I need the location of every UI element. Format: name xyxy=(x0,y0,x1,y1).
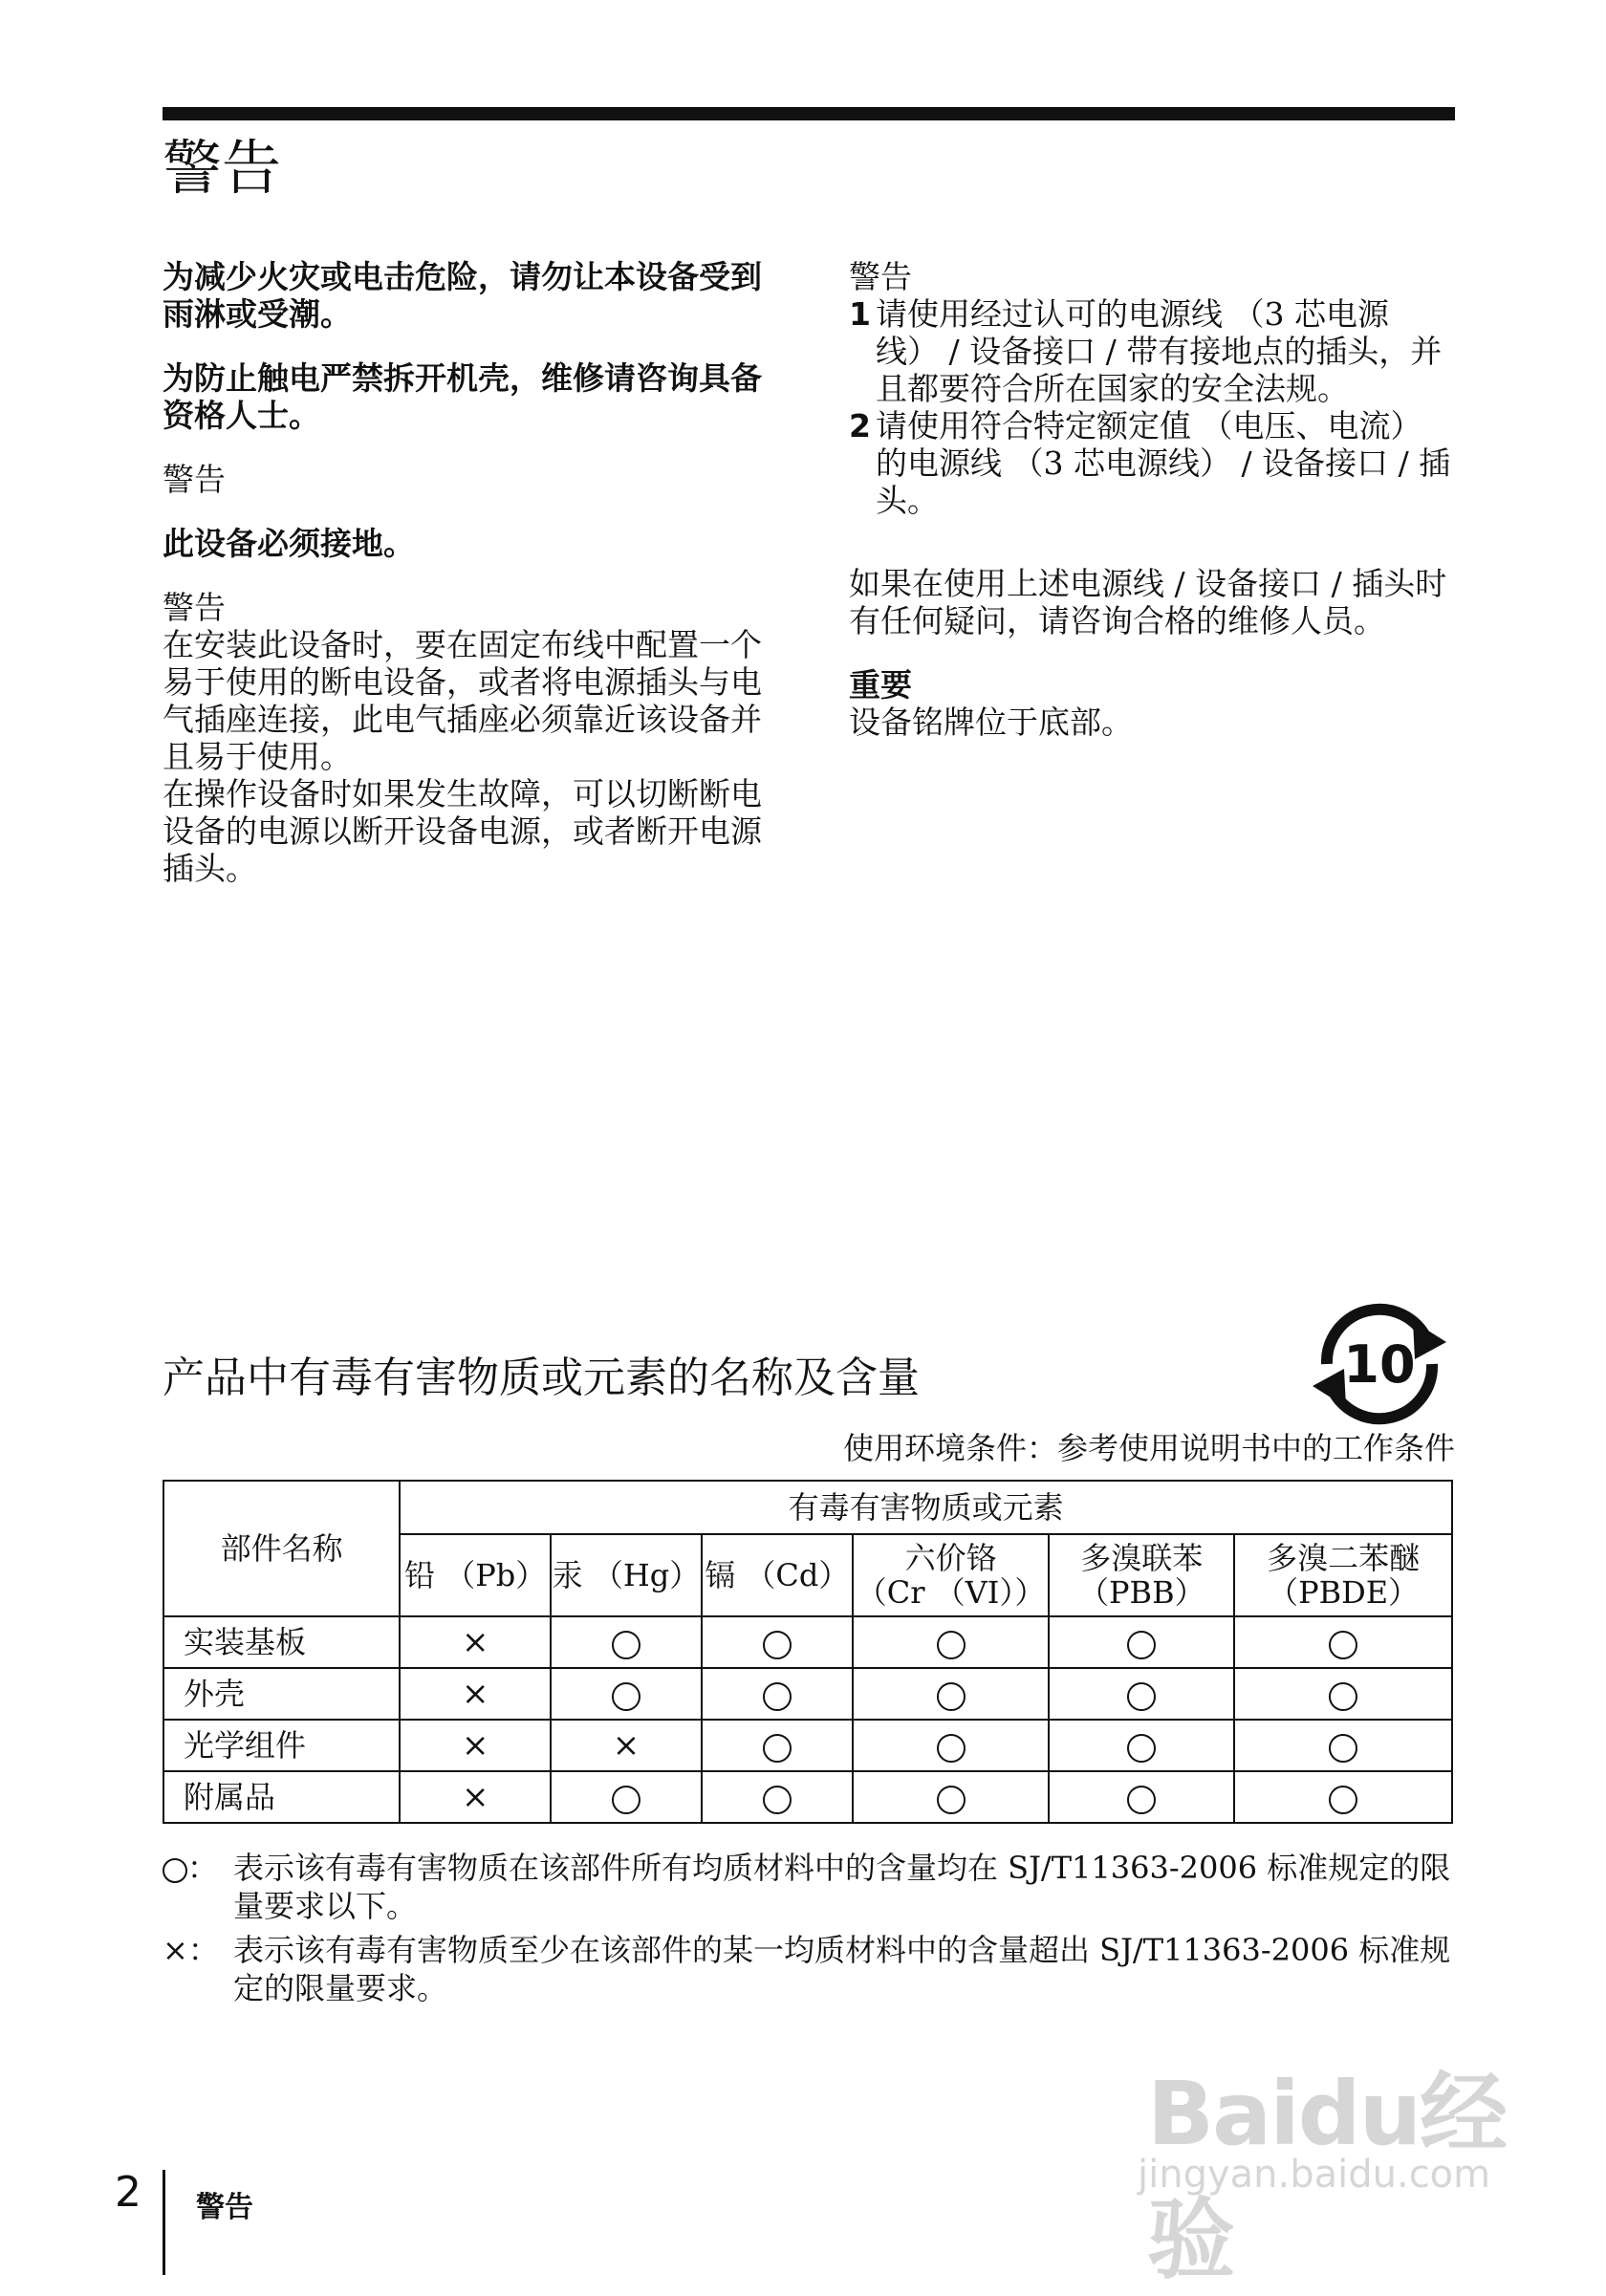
table-row xyxy=(163,1771,1452,1823)
nameplate-text: 设备铭牌位于底部。 xyxy=(849,704,1133,741)
cross-legend-note xyxy=(163,1931,1463,2007)
important-heading: 重要 xyxy=(849,666,912,704)
rohs-10-year-icon xyxy=(1308,1292,1451,1436)
circle-legend-colon: ： xyxy=(187,1850,219,1886)
warning-heading: 警告 xyxy=(849,258,912,295)
circle-icon xyxy=(1127,1631,1156,1659)
warning-heading: 警告 xyxy=(163,589,226,626)
baidu-watermark xyxy=(1138,2034,1539,2291)
rohs-logo-number: 10 xyxy=(1343,1334,1416,1395)
exceeds-limit-cell xyxy=(400,1668,551,1720)
below-limit-cell xyxy=(1234,1668,1452,1720)
item-text: 请使用符合特定额定值 （电压、电流）的电源线 （3 芯电源线） / 设备接口 / 插头。 xyxy=(876,407,1451,519)
below-limit-cell xyxy=(853,1771,1050,1823)
circle-icon xyxy=(163,1858,187,1883)
substance-group-header: 有毒有害物质或元素 xyxy=(400,1481,1452,1534)
below-limit-cell xyxy=(551,1616,702,1668)
cross-icon: × xyxy=(461,1623,489,1661)
below-limit-cell xyxy=(1049,1668,1234,1720)
below-limit-cell xyxy=(1234,1720,1452,1771)
part-name-cell: 实装基板 xyxy=(163,1616,400,1668)
cross-icon: × xyxy=(461,1778,489,1816)
cross-legend-text: 表示该有毒有害物质至少在该部件的某一均质材料中的含量超出 SJ/T11363-2006 标准规定的限量要求。 xyxy=(233,1932,1451,2006)
circle-icon xyxy=(612,1682,640,1711)
exceeds-limit-cell xyxy=(400,1720,551,1771)
table-row xyxy=(163,1616,1452,1668)
warning-heading: 警告 xyxy=(163,461,226,498)
table-row xyxy=(163,1720,1452,1771)
cross-icon: × xyxy=(461,1675,489,1713)
page-title: 警告 xyxy=(163,133,282,203)
circle-icon xyxy=(612,1786,640,1814)
exceeds-limit-cell xyxy=(400,1771,551,1823)
below-limit-cell xyxy=(853,1720,1050,1771)
doubt-paragraph: 如果在使用上述电源线 / 设备接口 / 插头时有任何疑问，请咨询合格的维修人员。 xyxy=(849,565,1447,639)
part-name-cell: 光学组件 xyxy=(163,1720,400,1771)
circle-icon xyxy=(937,1734,966,1763)
part-name-cell: 外壳 xyxy=(163,1668,400,1720)
circle-icon xyxy=(763,1786,792,1814)
circle-icon xyxy=(1127,1786,1156,1814)
circle-icon xyxy=(763,1631,792,1659)
below-limit-cell xyxy=(1234,1771,1452,1823)
below-limit-cell xyxy=(1049,1720,1234,1771)
circle-icon xyxy=(763,1682,792,1711)
below-limit-cell xyxy=(551,1771,702,1823)
below-limit-cell xyxy=(853,1616,1050,1668)
substance-header: 汞 （Hg） xyxy=(551,1534,702,1616)
item-number: 2 xyxy=(849,407,871,444)
below-limit-cell xyxy=(1049,1616,1234,1668)
circle-icon xyxy=(1127,1734,1156,1763)
below-limit-cell xyxy=(1049,1771,1234,1823)
substance-header: 多溴联苯 （PBB） xyxy=(1049,1534,1234,1616)
cross-legend-label: ×： xyxy=(163,1932,219,1968)
substance-header: 六价铬 （Cr （VI）） xyxy=(853,1534,1050,1616)
hazardous-substance-table xyxy=(163,1480,1453,1824)
circle-icon xyxy=(937,1682,966,1711)
circle-icon xyxy=(1127,1682,1156,1711)
below-limit-cell xyxy=(702,1616,853,1668)
top-rule xyxy=(163,107,1455,120)
below-limit-cell xyxy=(551,1668,702,1720)
exceeds-limit-cell xyxy=(400,1616,551,1668)
page-number: 2 xyxy=(115,2168,141,2217)
grounding-warning-text: 此设备必须接地。 xyxy=(163,525,415,562)
circle-icon xyxy=(763,1734,792,1763)
circle-icon xyxy=(1329,1631,1357,1659)
below-limit-cell xyxy=(702,1668,853,1720)
exceeds-limit-cell xyxy=(551,1720,702,1771)
below-limit-cell xyxy=(702,1771,853,1823)
below-limit-cell xyxy=(702,1720,853,1771)
circle-legend-text: 表示该有毒有害物质在该部件所有均质材料中的含量均在 SJ/T11363-2006 标准规定的限量要求以下。 xyxy=(233,1850,1451,1924)
substance-header: 镉 （Cd） xyxy=(702,1534,853,1616)
below-limit-cell xyxy=(1234,1616,1452,1668)
item-text: 请使用经过认可的电源线 （3 芯电源线） / 设备接口 / 带有接地点的插头，并且都要符合所在国家的安全法规。 xyxy=(876,295,1443,407)
footer-rule xyxy=(163,2170,165,2275)
part-name-cell: 附属品 xyxy=(163,1771,400,1823)
footer-section-label: 警告 xyxy=(196,2191,253,2224)
circle-icon xyxy=(937,1631,966,1659)
circle-icon xyxy=(1329,1682,1357,1711)
circle-icon xyxy=(612,1631,640,1659)
watermark-brand: Baidu经验 xyxy=(1147,2063,1507,2291)
fire-warning-paragraph: 为减少火灾或电击危险，请勿让本设备受到雨淋或受潮。 xyxy=(163,258,762,333)
shock-warning-paragraph: 为防止触电严禁拆开机壳，维修请咨询具备资格人士。 xyxy=(163,359,762,434)
watermark-url: jingyan.baidu.com xyxy=(1138,2153,1491,2197)
hazard-section-title: 产品中有毒有害物质或元素的名称及含量 xyxy=(163,1354,920,1402)
installation-warning-text: 在安装此设备时，要在固定布线中配置一个易于使用的断电设备，或者将电源插头与电气插座连接，此电气插座必须靠近该设备并且易于使用。 xyxy=(163,626,762,775)
circle-icon xyxy=(1329,1734,1357,1763)
below-limit-cell xyxy=(853,1668,1050,1720)
item-number: 1 xyxy=(849,295,871,333)
table-row xyxy=(163,1668,1452,1720)
circle-icon xyxy=(937,1786,966,1814)
left-column xyxy=(163,258,765,887)
cross-icon: × xyxy=(612,1726,640,1765)
right-column xyxy=(849,258,1451,741)
circle-icon xyxy=(1329,1786,1357,1814)
numbered-item xyxy=(849,407,1451,519)
circle-legend-note xyxy=(163,1849,1463,1925)
numbered-item xyxy=(849,295,1451,407)
substance-header: 多溴二苯醚 （PBDE） xyxy=(1234,1534,1452,1616)
malfunction-warning-text: 在操作设备时如果发生故障，可以切断断电设备的电源以断开设备电源，或者断开电源插头。 xyxy=(163,775,762,887)
substance-header: 铅 （Pb） xyxy=(400,1534,551,1616)
environment-note: 使用环境条件：参考使用说明书中的工作条件 xyxy=(842,1430,1455,1466)
table-legend-notes xyxy=(163,1849,1463,2013)
part-name-header: 部件名称 xyxy=(163,1481,400,1616)
cross-icon: × xyxy=(461,1726,489,1765)
